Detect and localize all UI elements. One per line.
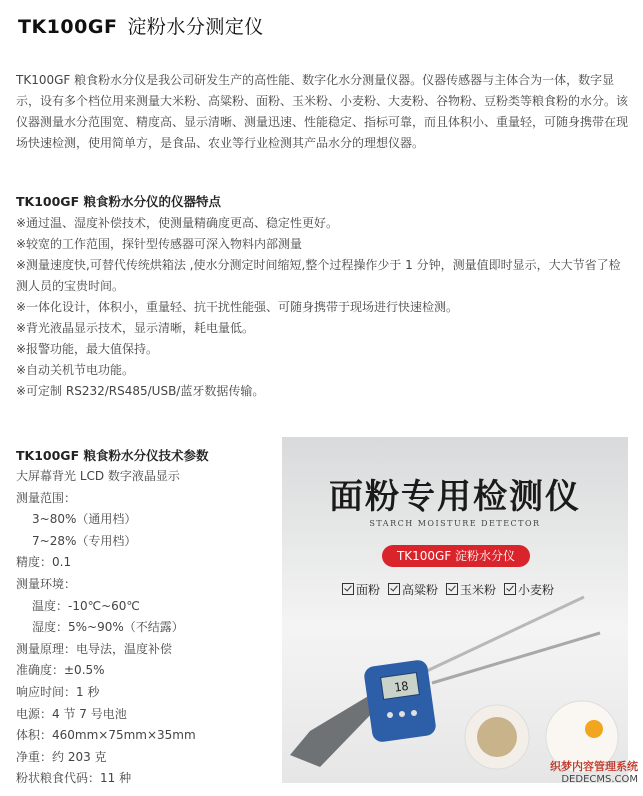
- device-button-1: [387, 712, 393, 718]
- product-check-label: 玉米粉: [460, 583, 497, 597]
- watermark: [508, 760, 638, 786]
- feature-item: ※较宽的工作范围，探针型传感器可深入物料内部测量: [16, 237, 303, 251]
- spec-line: 测量范围：: [16, 490, 77, 505]
- spec-line: 3~80%（通用档）: [32, 512, 137, 527]
- spec-line: 测量原理：电导法，温度补偿: [16, 641, 173, 656]
- spec-line: 7~28%（专用档）: [32, 533, 137, 548]
- spec-line: 体积：460mm×75mm×35mm: [16, 728, 196, 743]
- product-check-label: 面粉: [356, 583, 381, 597]
- product-image-badge: TK100GF 淀粉水分仪: [382, 545, 530, 567]
- spec-line: 净重：约 203 克: [16, 749, 107, 764]
- product-image: [282, 437, 628, 783]
- feature-item: ※测量速度快,可替代传统烘箱法 ,使水分测定时间缩短,整个过程操作少于 1 分钟，测量值即时显示，大大节省了检测人员的宝贵时间。: [16, 258, 621, 293]
- probe-left: [414, 597, 584, 677]
- watermark-text: 织梦内容管理系统: [550, 760, 638, 773]
- feature-item: ※背光液晶显示技术，显示清晰，耗电量低。: [16, 321, 255, 335]
- intro-paragraph: TK100GF 粮食粉水分仪是我公司研发生产的高性能、数字化水分测量仪器。仪器传感器与主体合为一体，数字显示，设有多个档位用来测量大米粉、高粱粉、面粉、玉米粉、小麦粉、大麦粉、谷物粉、豆粉类等粮食粉的水分。该仪器测量水分范围宽、精度高、显示清晰、测量迅速、性能稳定、指标可靠，而且体积小、重量轻，可随身携带在现场快速检测，使用简单方，是食品、农业等行业检测其产品水分的理想仪器。: [16, 73, 629, 150]
- device-button-2: [399, 711, 405, 717]
- spec-line: 大屏幕背光 LCD 数字液晶显示: [16, 469, 180, 483]
- specs-list: [16, 466, 266, 790]
- feature-item: ※自动关机节电功能。: [16, 363, 135, 377]
- device-button-3: [411, 710, 417, 716]
- spec-line: 电源：4 节 7 号电池: [16, 706, 127, 721]
- spec-line: 温度：-10℃~60℃: [32, 598, 140, 613]
- specs-heading: TK100GF 粮食粉水分仪技术参数: [16, 448, 209, 463]
- product-image-subtitle: STARCH MOISTURE DETECTOR: [369, 519, 541, 528]
- product-image-title: 面粉专用检测仪: [329, 477, 581, 517]
- feature-item: ※可定制 RS232/RS485/USB/蓝牙数据传输。: [16, 384, 265, 398]
- device-body: [363, 659, 437, 743]
- spec-line: 响应时间：1 秒: [16, 684, 100, 699]
- feature-item: ※一体化设计，体积小，重量轻、抗干扰性能强、可随身携带于现场进行快速检测。: [16, 300, 459, 314]
- page-title: [18, 12, 264, 39]
- spec-line: 粉状粮食代码：11 种: [16, 771, 132, 786]
- product-check-label: 小麦粉: [518, 583, 555, 597]
- egg-yolk: [585, 720, 603, 738]
- model-name: TK100GF: [18, 16, 118, 38]
- features-list: [16, 213, 628, 402]
- device-lcd-reading: 18: [393, 678, 410, 695]
- spec-line: 精度：0.1: [16, 555, 72, 570]
- features-heading: TK100GF 粮食粉水分仪的仪器特点: [16, 194, 221, 209]
- spec-line: 准确度：±0.5%: [16, 663, 105, 678]
- spec-line: 湿度：5%~90%（不结露）: [32, 620, 184, 635]
- spec-line: 测量环境：: [16, 576, 77, 591]
- grain-pile: [477, 717, 517, 757]
- product-check-label: 高粱粉: [402, 583, 439, 597]
- device-handle: [290, 695, 378, 767]
- feature-item: ※报警功能，最大值保持。: [16, 342, 159, 356]
- product-name: 淀粉水分测定仪: [127, 16, 264, 38]
- moisture-meter-illustration: [282, 437, 628, 783]
- feature-item: ※通过温、湿度补偿技术，使测量精确度更高、稳定性更好。: [16, 216, 339, 230]
- watermark-domain: DEDECMS.COM: [561, 774, 638, 785]
